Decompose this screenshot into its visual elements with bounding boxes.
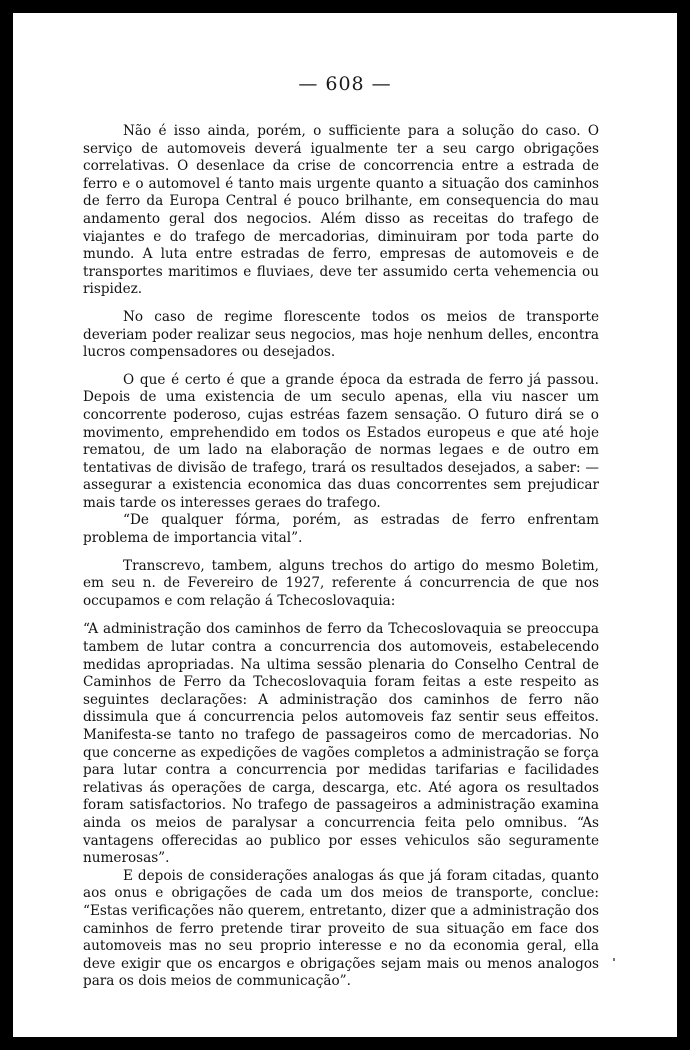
document-page: [13, 13, 677, 1037]
paragraph: “De qualquer fórma, porém, as estradas de ferro enfrentam problema de importancia vital”.: [83, 512, 599, 547]
scan-speck: [613, 958, 615, 961]
paragraph: O que é certo é que a grande época da estrada de ferro já passou. Depois de uma existencia de um seculo apenas, ella viu nascer um concorrente poderoso, cujas estréas fazem sensação. O futuro dirá se o movimento, emprehendido em todos os Estados europeus e que até hoje rematou, de um lado na elaboração de normas legaes e de outro em tentativas de divisão de trafego, trará os resultados desejados, a saber: — assegurar a existencia economica das duas concorrentes sem prejudicar mais tarde os interesses geraes do trafego.: [83, 371, 599, 511]
body-text: [83, 123, 599, 991]
paragraph: E depois de considerações analogas ás que já foram citadas, quanto aos onus e obrigações de cada um dos meios de transporte, conclue: “Estas verificações não querem, entretanto, dizer que a administração dos caminhos de ferro pretende tirar proveito de sua situação em face dos automoveis mas no seu proprio interesse e no da economia geral, ella deve exigir que os encargos e obrigações sejam mais ou menos analogos para os dois meios de communicação”.: [83, 867, 599, 990]
paragraph: Transcrevo, tambem, alguns trechos do artigo do mesmo Boletim, em seu n. de Fevereiro de 1927, referente á concurrencia de que nos occupamos e com relação á Tchecoslovaquia:: [83, 557, 599, 609]
block-quote: “A administração dos caminhos de ferro da Tchecoslovaquia se preoccupa tambem de lutar contra a concurrencia dos automoveis, estabelecendo medidas apropriadas. Na ultima sessão plenaria do Conselho Central de Caminhos de Ferro da Tchecoslovaquia foram feitas a este respeito as seguintes declarações: A administração dos caminhos de ferro não dissimula que á concurrencia pelos automoveis faz sentir seus effeitos. Manifesta-se tanto no trafego de passageiros como de mercadorias. No que concerne as expedições de vagões completos a administração se força para lutar contra a concurrencia por medidas tarifarias e facilidades relativas ás operações de carga, descarga, etc. Até agora os resultados foram satisfactorios. No trafego de passageiros a administração examina ainda os meios de paralysar a concurrencia feita pelo omnibus. “As vantagens offerecidas ao publico por esses vehiculos são seguramente numerosas”.: [83, 621, 599, 867]
page-number: — 608 —: [298, 73, 392, 95]
paragraph: Não é isso ainda, porém, o sufficiente para a solução do caso. O serviço de automoveis deverá igualmente ter a seu cargo obrigações correlativas. O desenlace da crise de concorrencia entre a estrada de ferro e o automovel é tanto mais urgente quanto a situação dos caminhos de ferro da Europa Central é pouco brilhante, em consequencia do mau andamento geral dos negocios. Além disso as receitas do trafego de viajantes e do trafego de mercadorias, diminuiram por toda parte do mundo. A luta entre estradas de ferro, empresas de automoveis e de transportes maritimos e fluviaes, deve ter assumido certa vehemencia ou rispidez.: [83, 123, 599, 298]
paragraph: No caso de regime florescente todos os meios de transporte deveriam poder realizar seus negocios, mas hoje nenhum delles, encontra lucros compensadores ou desejados.: [83, 308, 599, 361]
